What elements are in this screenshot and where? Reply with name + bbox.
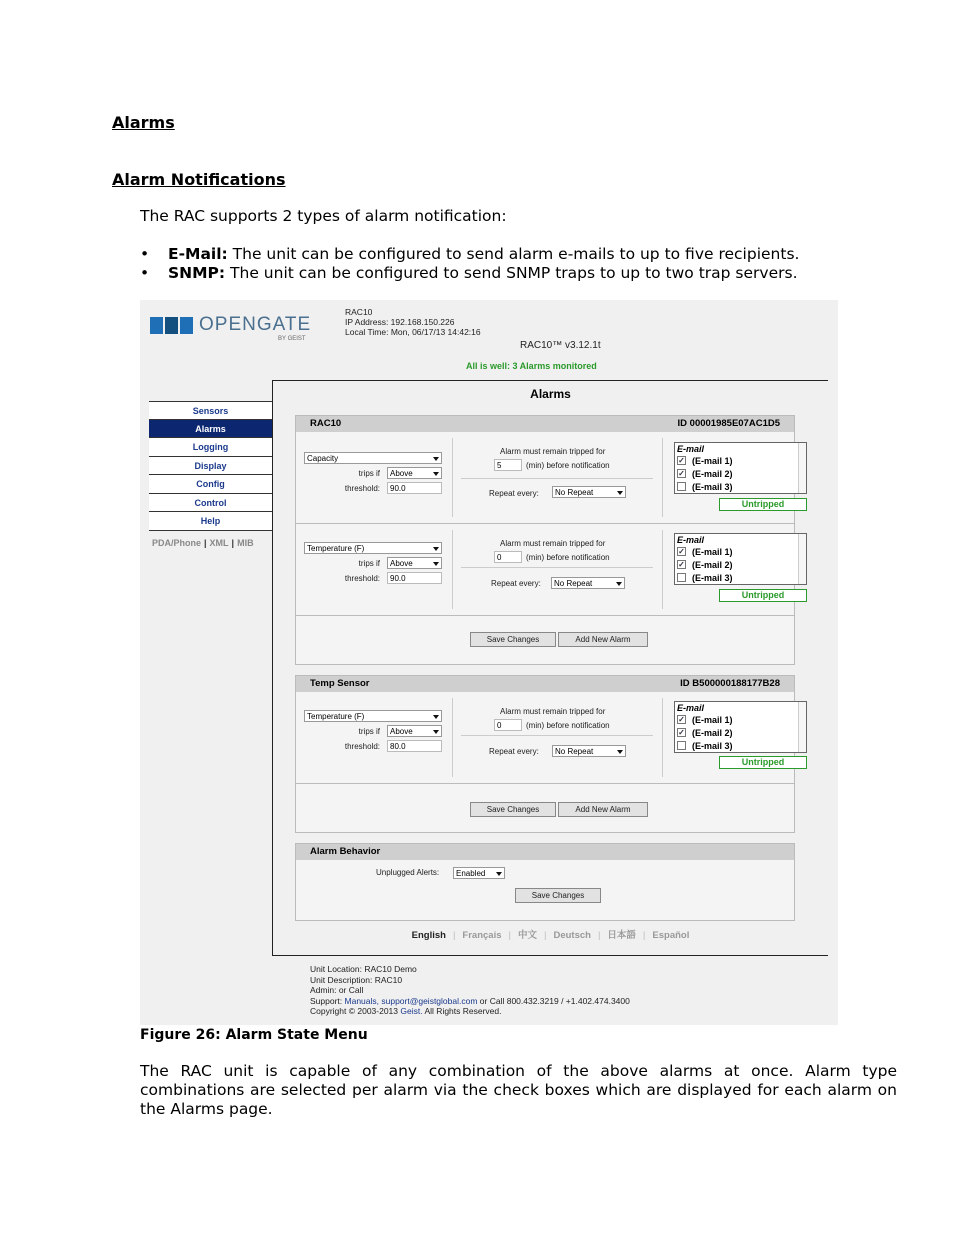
minutes-input[interactable]: 0 [494,719,522,731]
device-name: RAC10 [345,307,373,317]
email2-checkbox[interactable]: ✓ [678,469,685,478]
add-new-alarm-button[interactable]: Add New Alarm [558,632,648,647]
section-header [296,676,794,692]
email3-label: (E-mail 3) [692,481,733,492]
by-geist-logo: BY GEIST [278,336,306,342]
alt-view-links: PDA/Phone | XML | MIB [152,538,254,548]
bullet-email-text: The unit can be configured to send alarm e-mails to up to five recipients. [227,245,800,263]
list-scrollbar[interactable] [798,534,806,584]
lang-chinese[interactable]: 中文 [517,930,537,941]
lang-deutsch[interactable]: Deutsch [553,930,591,941]
threshold-label: threshold: [344,742,380,751]
opengate-logo: OPENGATE [150,314,311,336]
before-notification-text: (min) before notification [526,721,610,730]
link-pda-phone[interactable]: PDA/Phone [152,538,202,548]
alarm-row [296,692,794,784]
unplugged-alerts-select[interactable]: Enabled [453,867,505,879]
email3-checkbox[interactable] [677,573,686,582]
must-remain-text: Alarm must remain tripped for [500,539,606,548]
trips-if-label: trips if [358,559,380,568]
email1-label: (E-mail 1) [692,546,733,557]
device-info [345,307,481,337]
nav-help[interactable]: Help [149,512,272,531]
section-heading-alarm-notifications: Alarm Notifications [112,170,286,189]
support-links[interactable]: Manuals, support@geistglobal.com [344,995,478,1006]
nav-logging[interactable]: Logging [149,438,272,457]
email-list-header: E-mail [677,703,705,713]
unit-location: Unit Location: RAC10 Demo [310,964,417,974]
repeat-every-label: Repeat every: [489,489,539,498]
closing-paragraph: The RAC unit is capable of any combination of the above alarms at once. Alarm type combinations are selected per alarm via the check boxes which are displayed for each alarm on the Alarms page. [140,1062,897,1118]
unplugged-alerts-label: Unplugged Alerts: [376,868,440,877]
section-name: RAC10 [310,418,342,429]
minutes-input[interactable]: 0 [494,551,522,563]
email1-checkbox[interactable]: ✓ [678,547,685,556]
lang-francais[interactable]: Français [462,930,502,941]
admin-line: Admin: or Call [310,985,364,995]
section-alarm-behavior [295,843,795,921]
repeat-select[interactable]: No Repeat [552,745,626,757]
alarm-state-screenshot [140,300,838,1025]
link-mib[interactable]: MIB [237,538,254,548]
save-changes-button[interactable]: Save Changes [470,632,556,647]
section-header [296,844,794,860]
section-heading-alarms: Alarms [112,113,175,132]
nav-control[interactable]: Control [149,494,272,513]
repeat-every-label: Repeat every: [489,747,539,756]
trips-select[interactable]: Above [387,467,442,479]
nav-sensors[interactable]: Sensors [149,401,272,420]
section-name: Temp Sensor [310,678,370,689]
copyright-line: Copyright © 2003-2013 Geist. All Rights Reserved. [310,1006,502,1016]
repeat-select[interactable]: No Repeat [551,577,625,589]
alarms-panel [272,380,828,956]
threshold-input[interactable]: 90.0 [387,482,442,494]
support-line: Support: Manuals, support@geistglobal.com or Call 800.432.3219 / +1.402.474.3400 [310,995,630,1006]
figure-caption: Figure 26: Alarm State Menu [140,1027,368,1043]
unit-description: Unit Description: RAC10 [310,974,403,985]
section-actions [296,784,794,832]
email-recipient-list[interactable] [674,701,807,753]
email2-label: (E-mail 2) [692,727,733,738]
trips-select[interactable]: Above [387,725,442,737]
email3-label: (E-mail 3) [692,572,733,583]
threshold-label: threshold: [344,574,380,583]
geist-link[interactable]: Geist. [400,1006,423,1016]
local-time: Local Time: Mon, 06/17/13 14:42:16 [345,327,481,337]
save-changes-button[interactable]: Save Changes [470,802,556,817]
list-scrollbar[interactable] [798,443,806,493]
email1-label: (E-mail 1) [692,455,733,466]
lang-espanol[interactable]: Español [652,930,690,941]
bullet-snmp-term: SNMP: [168,264,226,282]
intro-text: The RAC supports 2 types of alarm notification: [140,207,507,225]
email2-checkbox[interactable]: ✓ [678,728,685,737]
status-badge: Untripped [719,756,807,769]
email-list-header: E-mail [677,444,705,454]
nav-alarms[interactable]: Alarms [149,420,272,439]
before-notification-text: (min) before notification [526,553,610,562]
section-id: ID B500000188177B28 [680,678,780,689]
email-recipient-list[interactable] [674,533,807,585]
nav-display[interactable]: Display [149,457,272,476]
email3-label: (E-mail 3) [692,740,733,751]
section-actions [296,616,794,664]
sensor-select[interactable]: Temperature (F) [304,542,442,554]
lang-japanese[interactable]: 日本語 [607,930,636,941]
lang-english[interactable]: English [411,930,446,941]
must-remain-text: Alarm must remain tripped for [500,707,606,716]
email1-checkbox[interactable]: ✓ [678,456,685,465]
list-scrollbar[interactable] [798,702,806,752]
unit-footer [310,964,630,1017]
section-header [296,416,794,432]
email1-checkbox[interactable]: ✓ [678,715,685,724]
email2-label: (E-mail 2) [692,559,733,570]
bullet-snmp-text: The unit can be configured to send SNMP traps to up to two trap servers. [225,264,798,282]
status-badge: Untripped [719,498,807,511]
sidebar-nav [149,401,272,531]
email2-checkbox[interactable]: ✓ [678,560,685,569]
email1-label: (E-mail 1) [692,714,733,725]
nav-config[interactable]: Config [149,475,272,494]
trips-if-label: trips if [358,469,380,478]
firmware-version: RAC10™ v3.12.1t [520,340,601,351]
repeat-select[interactable]: No Repeat [552,486,626,498]
page-title: Alarms [530,387,571,401]
alarm-row [296,432,794,524]
bullet-email-term: E-Mail: [168,245,228,263]
add-new-alarm-button[interactable]: Add New Alarm [558,802,648,817]
section-id: ID 00001985E07AC1D5 [677,418,780,429]
bullet-snmp: • SNMP: The unit can be configured to send SNMP traps to up to two trap servers. [140,264,798,282]
section-temp-sensor [295,675,795,833]
threshold-label: threshold: [344,484,380,493]
save-behavior-button[interactable]: Save Changes [515,888,601,903]
email-recipient-list[interactable] [674,442,807,494]
before-notification-text: (min) before notification [526,461,610,470]
alarm-row [296,524,794,616]
bullet-email: • E-Mail: The unit can be configured to send alarm e-mails to up to five recipients. [140,245,800,263]
link-xml[interactable]: XML [209,538,229,548]
email2-label: (E-mail 2) [692,468,733,479]
must-remain-text: Alarm must remain tripped for [500,447,606,456]
threshold-input[interactable]: 80.0 [387,740,442,752]
status-banner: All is well: 3 Alarms monitored [466,361,597,371]
trips-select[interactable]: Above [387,557,442,569]
trips-if-label: trips if [358,727,380,736]
status-badge: Untripped [719,589,807,602]
email3-checkbox[interactable] [677,741,686,750]
ip-address: IP Address: 192.168.150.226 [345,317,455,327]
behavior-title: Alarm Behavior [310,846,381,857]
repeat-every-label: Repeat every: [491,579,541,588]
sensor-select[interactable]: Temperature (F) [304,710,442,722]
email-list-header: E-mail [677,535,705,545]
language-selector: English | Français | 中文 | Deutsch | 日本語 | Español [411,930,690,941]
minutes-input[interactable]: 5 [494,459,522,471]
sensor-select[interactable]: Capacity [304,452,442,464]
email3-checkbox[interactable] [677,482,686,491]
threshold-input[interactable]: 90.0 [387,572,442,584]
section-rac10 [295,415,795,665]
